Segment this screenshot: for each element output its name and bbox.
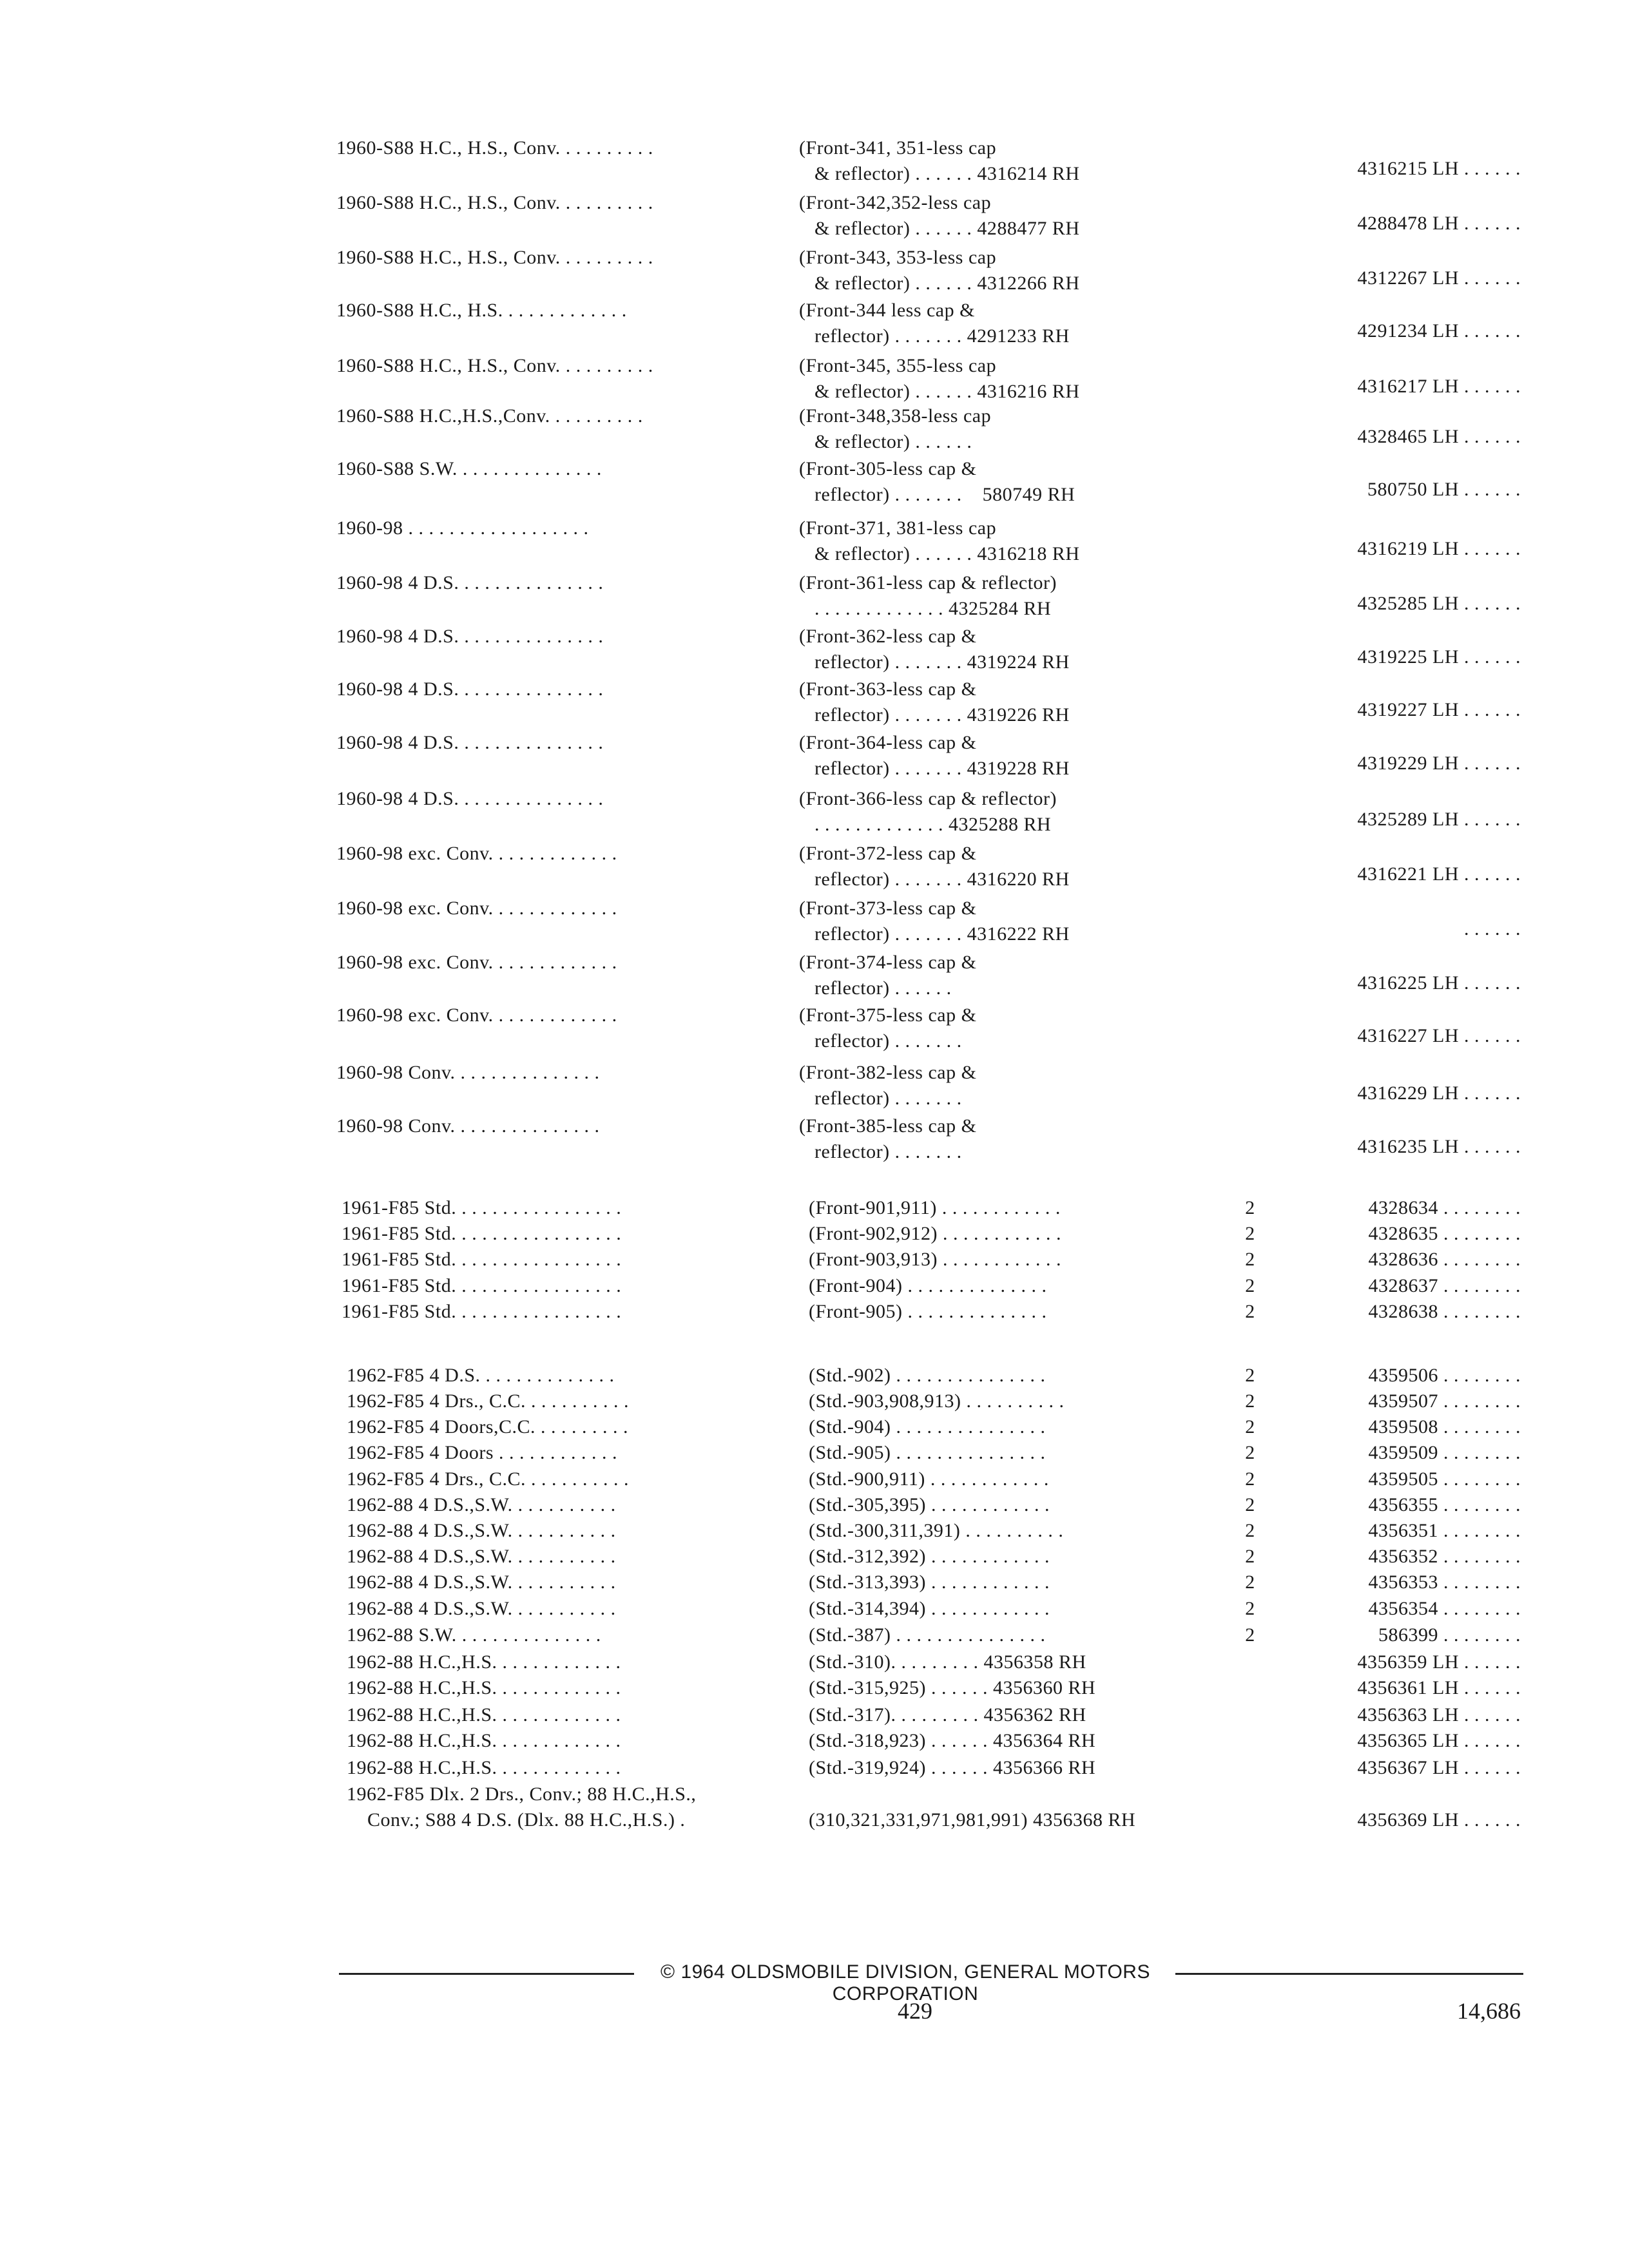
model-description: 1962-F85 4 Doors,C.C. . . . . . . . . . <box>347 1416 629 1437</box>
part-number: 4356365 LH . . . . . . <box>1357 1730 1521 1751</box>
quantity: 2 <box>1245 1275 1255 1296</box>
lh-part-number: 4316221 LH . . . . . . <box>1357 863 1521 885</box>
quantity: 2 <box>1245 1598 1255 1619</box>
part-description: (Front-344 less cap & <box>799 300 975 321</box>
part-description: (Std.-310). . . . . . . . . 4356358 RH <box>809 1651 1086 1673</box>
model-description: 1961-F85 Std. . . . . . . . . . . . . . . . . <box>342 1197 622 1218</box>
model-description: 1960-98 exc. Conv. . . . . . . . . . . . . <box>336 843 617 864</box>
part-description: (Front-373-less cap & <box>799 898 977 919</box>
part-number: 4359509 . . . . . . . . <box>1368 1442 1521 1463</box>
quantity: 2 <box>1245 1468 1255 1490</box>
model-description: 1960-98 4 D.S. . . . . . . . . . . . . . . <box>336 626 604 647</box>
part-number: 4356359 LH . . . . . . <box>1357 1651 1521 1673</box>
model-description: 1960-98 4 D.S. . . . . . . . . . . . . . . <box>336 572 604 593</box>
lh-part-number: 4291234 LH . . . . . . <box>1357 320 1521 341</box>
model-description: 1960-98 exc. Conv. . . . . . . . . . . . . <box>336 952 617 973</box>
model-description: 1960-98 4 D.S. . . . . . . . . . . . . . . <box>336 678 604 700</box>
model-description: 1960-S88 H.C., H.S., Conv. . . . . . . . . . <box>336 137 653 159</box>
part-number: 4328635 . . . . . . . . <box>1368 1223 1521 1244</box>
footer-rule-left <box>339 1973 634 1975</box>
model-description: 1960-98 Conv. . . . . . . . . . . . . . . <box>336 1062 600 1083</box>
part-number: 4328634 . . . . . . . . <box>1368 1197 1521 1218</box>
model-description: 1962-88 H.C.,H.S. . . . . . . . . . . . . <box>347 1651 621 1673</box>
model-description: 1962-88 H.C.,H.S. . . . . . . . . . . . . <box>347 1757 621 1778</box>
part-description: (Std.-317). . . . . . . . . 4356362 RH <box>809 1704 1086 1725</box>
part-description-continued: & reflector) . . . . . . 4312266 RH <box>799 273 1080 294</box>
part-description: (Front-375-less cap & <box>799 1004 977 1026</box>
part-description: (Std.-318,923) . . . . . . 4356364 RH <box>809 1730 1096 1751</box>
quantity: 2 <box>1245 1249 1255 1270</box>
lh-part-number: 4316219 LH . . . . . . <box>1357 538 1521 559</box>
quantity: 2 <box>1245 1197 1255 1218</box>
part-description-continued: reflector) . . . . . . . 4319228 RH <box>799 758 1070 779</box>
lh-part-number: 4316217 LH . . . . . . <box>1357 376 1521 397</box>
model-description: 1960-S88 H.C., H.S., Conv. . . . . . . . . . <box>336 247 653 268</box>
part-number: 4328638 . . . . . . . . <box>1368 1301 1521 1322</box>
lh-part-number: 4316215 LH . . . . . . <box>1357 158 1521 179</box>
part-description: (Front-342,352-less cap <box>799 192 992 213</box>
part-number: 4356351 . . . . . . . . <box>1368 1520 1521 1541</box>
lh-part-number: 4288478 LH . . . . . . <box>1357 213 1521 234</box>
model-description: 1962-88 S.W. . . . . . . . . . . . . . . <box>347 1624 601 1646</box>
model-description: 1960-98 exc. Conv. . . . . . . . . . . . . <box>336 1004 617 1026</box>
model-description: 1960-98 exc. Conv. . . . . . . . . . . . . <box>336 898 617 919</box>
model-description: 1960-S88 H.C., H.S., Conv. . . . . . . . . . <box>336 192 653 213</box>
model-description: 1960-S88 S.W. . . . . . . . . . . . . . . <box>336 458 602 479</box>
part-description-continued: reflector) . . . . . . . 4319226 RH <box>799 704 1070 726</box>
lh-part-number: 4316229 LH . . . . . . <box>1357 1082 1521 1104</box>
model-description: 1962-F85 4 Drs., C.C. . . . . . . . . . . <box>347 1468 630 1490</box>
model-description: 1960-S88 H.C., H.S. . . . . . . . . . . . . <box>336 300 627 321</box>
quantity: 2 <box>1245 1365 1255 1386</box>
lh-part-number: 4316227 LH . . . . . . <box>1357 1025 1521 1046</box>
model-description: 1962-88 4 D.S.,S.W. . . . . . . . . . . <box>347 1598 616 1619</box>
lh-part-number: 4325285 LH . . . . . . <box>1357 593 1521 614</box>
part-description: (Std.-305,395) . . . . . . . . . . . . <box>809 1494 1050 1515</box>
part-description: (Std.-900,911) . . . . . . . . . . . . <box>809 1468 1049 1490</box>
part-description-continued: & reflector) . . . . . . 4316214 RH <box>799 163 1080 184</box>
part-description: (Std.-313,393) . . . . . . . . . . . . <box>809 1571 1050 1593</box>
part-description: (Front-364-less cap & <box>799 732 977 753</box>
part-description: (Std.-300,311,391) . . . . . . . . . . <box>809 1520 1064 1541</box>
part-description-continued: & reflector) . . . . . . 4316218 RH <box>799 543 1080 564</box>
part-number: 4356354 . . . . . . . . <box>1368 1598 1521 1619</box>
part-description-continued: reflector) . . . . . . . 4316220 RH <box>799 869 1070 890</box>
model-description: 1962-88 H.C.,H.S. . . . . . . . . . . . . <box>347 1704 621 1725</box>
model-description: 1960-98 4 D.S. . . . . . . . . . . . . . . <box>336 788 604 809</box>
quantity: 2 <box>1245 1571 1255 1593</box>
part-description-continued: reflector) . . . . . . . 4316222 RH <box>799 923 1070 945</box>
part-number: 4359506 . . . . . . . . <box>1368 1365 1521 1386</box>
part-number: 4356353 . . . . . . . . <box>1368 1571 1521 1593</box>
model-description: 1960-S88 H.C., H.S., Conv. . . . . . . . . . <box>336 355 653 376</box>
quantity: 2 <box>1245 1494 1255 1515</box>
part-number: 4356363 LH . . . . . . <box>1357 1704 1521 1725</box>
part-description: (Std.-902) . . . . . . . . . . . . . . . <box>809 1365 1046 1386</box>
quantity: 2 <box>1245 1390 1255 1412</box>
lh-part-number: . . . . . . <box>1464 918 1521 939</box>
part-description-continued: . . . . . . . . . . . . . 4325284 RH <box>799 598 1052 619</box>
part-description-continued: & reflector) . . . . . . 4288477 RH <box>799 218 1080 239</box>
part-description: (Front-903,913) . . . . . . . . . . . . <box>809 1249 1061 1270</box>
model-description: 1961-F85 Std. . . . . . . . . . . . . . . . . <box>342 1249 622 1270</box>
part-number: 4328636 . . . . . . . . <box>1368 1249 1521 1270</box>
part-number: 4356355 . . . . . . . . <box>1368 1494 1521 1515</box>
part-description: (Front-372-less cap & <box>799 843 977 864</box>
model-description: 1962-88 4 D.S.,S.W. . . . . . . . . . . <box>347 1520 616 1541</box>
model-description: 1962-F85 Dlx. 2 Drs., Conv.; 88 H.C.,H.S., <box>347 1783 697 1805</box>
model-description: 1962-88 4 D.S.,S.W. . . . . . . . . . . <box>347 1494 616 1515</box>
part-number: 4328637 . . . . . . . . <box>1368 1275 1521 1296</box>
model-description: 1962-88 H.C.,H.S. . . . . . . . . . . . . <box>347 1677 621 1698</box>
part-number: 4356352 . . . . . . . . <box>1368 1546 1521 1567</box>
lh-part-number: 4319225 LH . . . . . . <box>1357 646 1521 668</box>
lh-part-number: 4316225 LH . . . . . . <box>1357 972 1521 994</box>
part-description-continued: reflector) . . . . . . . <box>799 1030 962 1052</box>
part-description: (Std.-905) . . . . . . . . . . . . . . . <box>809 1442 1046 1463</box>
model-description: 1962-F85 4 D.S. . . . . . . . . . . . . . <box>347 1365 615 1386</box>
part-description: (Front-362-less cap & <box>799 626 977 647</box>
lh-part-number: 4328465 LH . . . . . . <box>1357 426 1521 447</box>
part-description: (Front-305-less cap & <box>799 458 977 479</box>
part-description: (Front-361-less cap & reflector) <box>799 572 1057 593</box>
quantity: 2 <box>1245 1546 1255 1567</box>
part-description-continued: & reflector) . . . . . . 4316216 RH <box>799 381 1080 402</box>
model-description: 1962-88 H.C.,H.S. . . . . . . . . . . . . <box>347 1730 621 1751</box>
part-description: (Front-901,911) . . . . . . . . . . . . <box>809 1197 1061 1218</box>
lh-part-number: 4316235 LH . . . . . . <box>1357 1136 1521 1157</box>
lh-part-number: 580750 LH . . . . . . <box>1367 479 1521 500</box>
lh-part-number: 4356369 LH . . . . . . <box>1357 1809 1521 1831</box>
footer-rule-right <box>1175 1973 1523 1975</box>
part-description: (Front-904) . . . . . . . . . . . . . . <box>809 1275 1047 1296</box>
part-description-continued: reflector) . . . . . . . 580749 RH <box>799 484 1075 505</box>
quantity: 2 <box>1245 1624 1255 1646</box>
lh-part-number: 4319227 LH . . . . . . <box>1357 699 1521 720</box>
part-description: (Front-902,912) . . . . . . . . . . . . <box>809 1223 1061 1244</box>
part-description: (Front-366-less cap & reflector) <box>799 788 1057 809</box>
part-number: 4359508 . . . . . . . . <box>1368 1416 1521 1437</box>
part-description: (Front-385-less cap & <box>799 1115 977 1137</box>
part-description: (Front-374-less cap & <box>799 952 977 973</box>
part-description: (Front-345, 355-less cap <box>799 355 997 376</box>
part-description: (Std.-314,394) . . . . . . . . . . . . <box>809 1598 1050 1619</box>
lh-part-number: 4325289 LH . . . . . . <box>1357 809 1521 830</box>
part-description-continued: reflector) . . . . . . . <box>799 1141 962 1162</box>
part-description-continued: reflector) . . . . . . . 4291233 RH <box>799 325 1070 347</box>
part-description: (Std.-319,924) . . . . . . 4356366 RH <box>809 1757 1096 1778</box>
part-description: (Front-363-less cap & <box>799 678 977 700</box>
part-description-continued: . . . . . . . . . . . . . 4325288 RH <box>799 814 1052 835</box>
quantity: 2 <box>1245 1442 1255 1463</box>
quantity: 2 <box>1245 1223 1255 1244</box>
part-description: (Std.-904) . . . . . . . . . . . . . . . <box>809 1416 1046 1437</box>
model-description: 1962-88 4 D.S.,S.W. . . . . . . . . . . <box>347 1571 616 1593</box>
part-number: 4356361 LH . . . . . . <box>1357 1677 1521 1698</box>
quantity: 2 <box>1245 1301 1255 1322</box>
part-number: 4359505 . . . . . . . . <box>1368 1468 1521 1490</box>
part-description-continued: & reflector) . . . . . . <box>799 431 972 452</box>
part-description: (Front-341, 351-less cap <box>799 137 997 159</box>
model-description: 1961-F85 Std. . . . . . . . . . . . . . . . . <box>342 1223 622 1244</box>
section-number: 14,686 <box>1457 1998 1521 2024</box>
model-description: 1960-98 Conv. . . . . . . . . . . . . . . <box>336 1115 600 1137</box>
part-description: (Std.-903,908,913) . . . . . . . . . . <box>809 1390 1065 1412</box>
part-description: (Std.-312,392) . . . . . . . . . . . . <box>809 1546 1050 1567</box>
lh-part-number: 4312267 LH . . . . . . <box>1357 267 1521 289</box>
part-description: (Std.-387) . . . . . . . . . . . . . . . <box>809 1624 1046 1646</box>
model-description: 1962-F85 4 Drs., C.C. . . . . . . . . . . <box>347 1390 630 1412</box>
model-description: 1962-88 4 D.S.,S.W. . . . . . . . . . . <box>347 1546 616 1567</box>
part-description: (Front-905) . . . . . . . . . . . . . . <box>809 1301 1047 1322</box>
page-number: 429 <box>898 1998 932 2024</box>
part-description-continued: reflector) . . . . . . <box>799 977 952 999</box>
model-description-continued: Conv.; S88 4 D.S. (Dlx. 88 H.C.,H.S.) . <box>347 1809 686 1831</box>
part-description: (Front-348,358-less cap <box>799 405 992 427</box>
model-description: 1960-98 . . . . . . . . . . . . . . . . . . <box>336 517 589 539</box>
quantity: 2 <box>1245 1520 1255 1541</box>
part-description: (Front-343, 353-less cap <box>799 247 997 268</box>
part-number: 4356367 LH . . . . . . <box>1357 1757 1521 1778</box>
model-description: 1961-F85 Std. . . . . . . . . . . . . . . . . <box>342 1275 622 1296</box>
model-description: 1960-S88 H.C.,H.S.,Conv. . . . . . . . . . <box>336 405 643 427</box>
part-description-continued: reflector) . . . . . . . <box>799 1088 962 1109</box>
part-number: 586399 . . . . . . . . <box>1378 1624 1521 1646</box>
model-description: 1962-F85 4 Doors . . . . . . . . . . . . <box>347 1442 618 1463</box>
part-description: (Front-371, 381-less cap <box>799 517 997 539</box>
part-description: (Std.-315,925) . . . . . . 4356360 RH <box>809 1677 1096 1698</box>
part-description: (Front-382-less cap & <box>799 1062 977 1083</box>
part-description-continued: reflector) . . . . . . . 4319224 RH <box>799 651 1070 673</box>
model-description: 1961-F85 Std. . . . . . . . . . . . . . . . . <box>342 1301 622 1322</box>
quantity: 2 <box>1245 1416 1255 1437</box>
part-description: (310,321,331,971,981,991) 4356368 RH <box>809 1809 1136 1831</box>
lh-part-number: 4319229 LH . . . . . . <box>1357 753 1521 774</box>
model-description: 1960-98 4 D.S. . . . . . . . . . . . . . . <box>336 732 604 753</box>
copyright-notice: © 1964 OLDSMOBILE DIVISION, GENERAL MOTORS CORPORATION <box>660 1961 1150 2004</box>
part-number: 4359507 . . . . . . . . <box>1368 1390 1521 1412</box>
